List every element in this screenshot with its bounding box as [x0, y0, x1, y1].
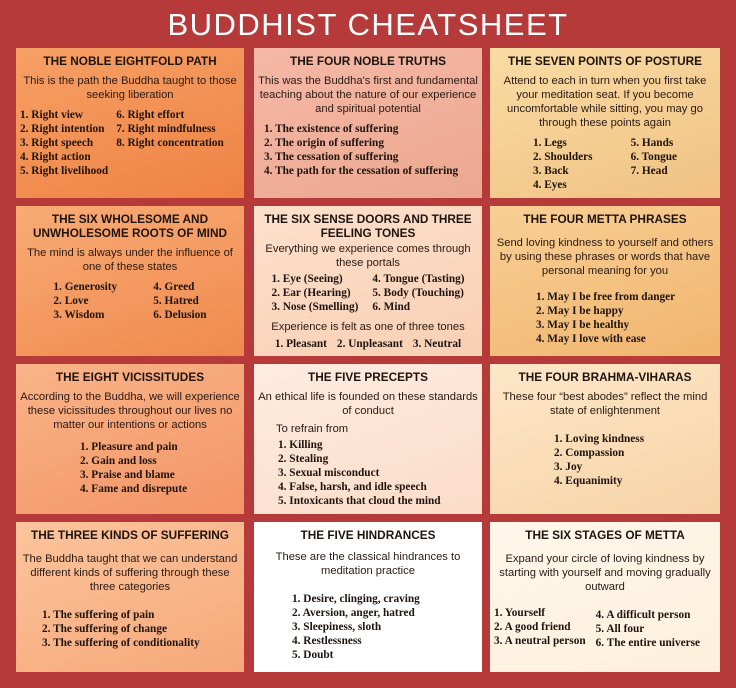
card-intro: These are the classical hindrances to meditation practice	[275, 551, 461, 577]
list-item: 3. Nose (Smelling)	[271, 301, 359, 313]
list-item: 2. Love	[53, 295, 89, 307]
item-list	[258, 592, 478, 662]
card-six-roots-of-mind	[16, 206, 244, 356]
item-list	[258, 438, 478, 508]
item-list-left	[20, 108, 108, 178]
card-intro: Send loving kindness to yourself and others by using these phrases or words that have personal meaning for you	[496, 237, 714, 277]
card-intro: These four “best abodes” reflect the mind state of enlightenment	[502, 391, 708, 417]
feeling-tone: 1. Pleasant	[274, 338, 327, 350]
card-six-sense-doors	[254, 206, 482, 356]
list-item: 4. Tongue (Tasting)	[372, 273, 465, 285]
list-item: 2. A good friend	[494, 621, 571, 633]
page-title: BUDDHIST CHEATSHEET	[167, 7, 569, 42]
item-list-right	[631, 136, 677, 192]
list-item: 6. Tongue	[630, 151, 678, 163]
list-item: 4. Restlessness	[292, 635, 362, 647]
list-item: 4. A difficult person	[595, 609, 691, 621]
feeling-tone: 2. Unpleasant	[336, 338, 403, 350]
card-three-kinds-of-suffering	[16, 522, 244, 672]
list-item: 4. Equanimity	[554, 475, 623, 487]
card-heading: THE SIX STAGES OF METTA	[525, 528, 685, 542]
card-five-precepts	[254, 364, 482, 514]
item-columns	[20, 280, 240, 322]
list-item: 1. Loving kindness	[554, 433, 645, 445]
card-intro: The Buddha taught that we can understand different kinds of suffering through these three categories	[22, 553, 238, 593]
item-list-right	[116, 108, 224, 178]
list-item: 2. Right intention	[20, 123, 105, 135]
item-list-left	[271, 272, 358, 314]
item-list-left	[53, 280, 117, 322]
list-item: 2. The origin of suffering	[264, 137, 384, 149]
list-item: 3. May I be healthy	[536, 319, 630, 331]
list-item: 3. Wisdom	[53, 309, 105, 321]
cheatsheet-grid	[16, 48, 720, 672]
list-item: 2. Shoulders	[532, 151, 593, 163]
list-item: 6. Delusion	[153, 309, 207, 321]
card-heading: THE FOUR BRAHMA-VIHARAS	[518, 370, 692, 384]
list-item: 1. Yourself	[494, 607, 546, 619]
list-item: 5. Hands	[630, 137, 674, 149]
list-item: 1. Generosity	[53, 281, 118, 293]
list-item: 2. Aversion, anger, hatred	[292, 607, 415, 619]
card-heading: THE THREE KINDS OF SUFFERING	[31, 528, 229, 542]
card-heading: THE FOUR NOBLE TRUTHS	[290, 54, 446, 68]
item-list-right	[596, 606, 700, 650]
list-item: 3. Praise and blame	[80, 469, 175, 481]
list-item: 3. A neutral person	[494, 635, 586, 647]
item-list	[494, 432, 716, 488]
card-intro: The mind is always under the influence of one of these states	[27, 247, 233, 273]
card-heading: THE FIVE PRECEPTS	[308, 370, 428, 384]
list-item: 4. Right action	[20, 151, 91, 163]
list-item: 1. Eye (Seeing)	[271, 273, 343, 285]
card-heading: THE NOBLE EIGHTFOLD PATH	[43, 54, 217, 68]
card-heading: THE SIX SENSE DOORS AND THREE FEELING TONES	[264, 212, 472, 240]
item-list-right	[372, 272, 464, 314]
tones-intro: Experience is felt as one of three tones	[271, 321, 465, 333]
list-item: 6. The entire universe	[595, 637, 701, 649]
item-list	[494, 290, 716, 346]
list-item: 5. Body (Touching)	[372, 287, 464, 299]
card-intro: Attend to each in turn when you first take your meditation seat. If you become uncomfortable while sitting, you may go through these points again	[503, 75, 707, 129]
card-heading: THE SEVEN POINTS OF POSTURE	[507, 54, 703, 68]
item-columns	[494, 606, 716, 650]
item-columns	[258, 272, 478, 314]
list-item: 1. Right view	[20, 109, 84, 121]
list-item: 7. Head	[630, 165, 668, 177]
item-columns	[20, 108, 240, 178]
item-columns	[494, 136, 716, 192]
card-eight-vicissitudes	[16, 364, 244, 514]
list-item: 4. May I love with ease	[536, 333, 646, 345]
card-seven-points-of-posture	[490, 48, 720, 198]
card-four-brahma-viharas	[490, 364, 720, 514]
list-item: 2. The suffering of change	[42, 623, 167, 635]
list-item: 3. Joy	[554, 461, 583, 473]
list-item: 2. Compassion	[554, 447, 625, 459]
list-item: 3. The cessation of suffering	[264, 151, 399, 163]
card-heading: THE FOUR METTA PHRASES	[523, 212, 687, 226]
list-item: 3. Right speech	[20, 137, 94, 149]
list-item: 3. Sexual misconduct	[278, 467, 380, 479]
list-item: 2. Stealing	[278, 453, 329, 465]
feeling-tone: 3. Neutral	[412, 338, 462, 350]
item-list	[20, 608, 240, 650]
card-intro: Everything we experience comes through these portals	[265, 243, 471, 269]
list-item: 4. The path for the cessation of suffering	[264, 165, 459, 177]
card-intro: This was the Buddha's first and fundamental teaching about the nature of our experience and spiritual potential	[258, 75, 478, 115]
card-heading: THE SIX WHOLESOME AND UNWHOLESOME ROOTS OF MIND	[33, 212, 227, 240]
list-item: 5. Right livelihood	[20, 165, 109, 177]
list-item: 1. Legs	[532, 137, 567, 149]
card-noble-eightfold-path	[16, 48, 244, 198]
feeling-tones-row	[258, 338, 478, 350]
card-heading: THE EIGHT VICISSITUDES	[55, 370, 205, 384]
list-item: 8. Right concentration	[116, 137, 224, 149]
list-item: 6. Right effort	[116, 109, 185, 121]
card-six-stages-of-metta	[490, 522, 720, 672]
card-four-noble-truths	[254, 48, 482, 198]
card-intro: According to the Buddha, we will experience these vicissitudes throughout our lives no matter our intentions or actions	[20, 391, 240, 431]
list-item: 4. False, harsh, and idle speech	[278, 481, 427, 493]
list-item: 3. Back	[532, 165, 569, 177]
list-item: 5. All four	[595, 623, 645, 635]
list-item: 3. Sleepiness, sloth	[292, 621, 382, 633]
list-item: 4. Fame and disrepute	[80, 483, 188, 495]
list-item: 1. The existence of suffering	[264, 123, 399, 135]
list-item: 2. Gain and loss	[80, 455, 157, 467]
item-list-left	[494, 606, 586, 650]
list-item: 1. May I be free from danger	[536, 291, 676, 303]
list-item: 2. May I be happy	[536, 305, 624, 317]
list-item: 5. Hatred	[153, 295, 199, 307]
list-item: 5. Intoxicants that cloud the mind	[278, 495, 441, 507]
card-intro: An ethical life is founded on these standards of conduct	[258, 391, 478, 417]
card-intro: Expand your circle of loving kindness by starting with yourself and moving gradually outward	[499, 553, 711, 593]
item-list	[258, 122, 478, 178]
list-item: 4. Eyes	[532, 179, 567, 191]
card-intro: This is the path the Buddha taught to those seeking liberation	[23, 75, 237, 101]
card-five-hindrances	[254, 522, 482, 672]
list-item: 1. The suffering of pain	[42, 609, 155, 621]
list-item: 1. Desire, clinging, craving	[292, 593, 420, 605]
list-item: 2. Ear (Hearing)	[271, 287, 351, 299]
item-list	[20, 440, 240, 496]
refrain-subheading: To refrain from	[276, 423, 349, 435]
list-item: 7. Right mindfulness	[116, 123, 216, 135]
list-item: 1. Killing	[278, 439, 323, 451]
item-list-left	[533, 136, 593, 192]
list-item: 6. Mind	[372, 301, 411, 313]
list-item: 4. Greed	[153, 281, 195, 293]
list-item: 5. Doubt	[292, 649, 334, 661]
card-heading: THE FIVE HINDRANCES	[300, 528, 436, 542]
list-item: 3. The suffering of conditionality	[42, 637, 200, 649]
card-four-metta-phrases	[490, 206, 720, 356]
list-item: 1. Pleasure and pain	[80, 441, 178, 453]
item-list-right	[153, 280, 206, 322]
